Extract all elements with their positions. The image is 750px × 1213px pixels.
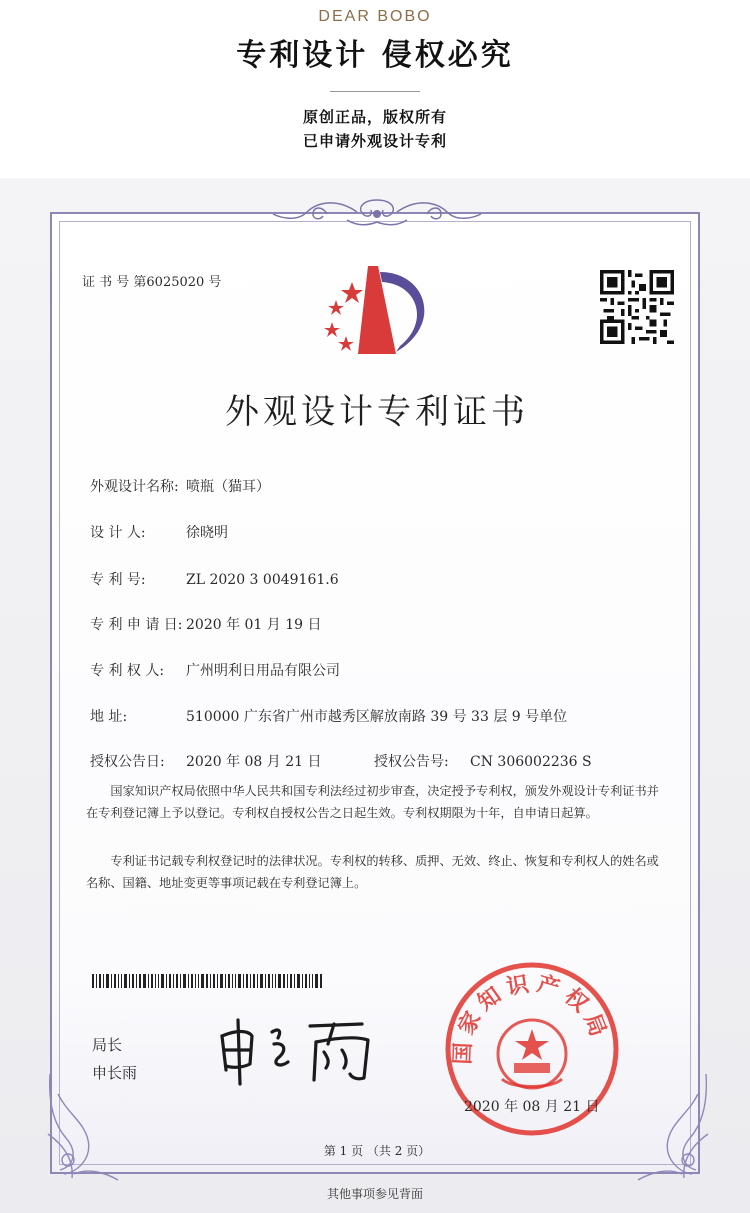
field-label: 设 计 人:: [90, 525, 146, 541]
grant-no-value: CN 306002236 S: [470, 754, 592, 770]
field-patentee: [90, 660, 340, 680]
field-grant-info: [90, 751, 592, 771]
field-design-name: [90, 476, 270, 496]
certificate-number: 证 书 号 第6025020 号: [82, 275, 222, 290]
certificate-title: 外观设计专利证书: [225, 392, 529, 432]
grant-date-label: 授权公告日:: [90, 754, 165, 770]
field-address: [90, 706, 567, 726]
divider: [330, 91, 420, 92]
field-value: 广州明利日用品有限公司: [186, 663, 340, 679]
field-application-date: [90, 614, 322, 634]
field-patent-number: [90, 569, 339, 589]
field-designer: [90, 522, 228, 542]
legal-status-statement: 专利证书记载专利权登记时的法律状况。专利权的转移、质押、无效、终止、恢复和专利权人的姓名或名称、国籍、地址变更等事项记载在专利登记簿上。: [86, 854, 659, 890]
subtitle-line-2: 已申请外观设计专利: [302, 132, 447, 150]
director-name: 申长雨: [92, 1064, 138, 1082]
seal-date: 2020 年 08 月 21 日: [464, 1099, 600, 1115]
field-label: 专 利 权 人:: [90, 663, 165, 679]
barcode-icon: [92, 974, 324, 988]
grant-date-value: 2020 年 08 月 21 日: [186, 754, 322, 770]
corner-ornament-icon: [44, 1074, 124, 1184]
brand-name: DEAR BOBO: [318, 8, 432, 25]
ornament-icon: [267, 194, 487, 234]
field-label: 专 利 申 请 日:: [90, 617, 183, 633]
field-value: 2020 年 01 月 19 日: [186, 617, 322, 633]
field-value: 喷瓶（猫耳）: [186, 479, 270, 495]
field-label: 专 利 号:: [90, 572, 146, 588]
patent-certificate: [50, 212, 700, 1174]
subtitle-line-1: 原创正品，版权所有: [302, 108, 447, 126]
director-title: 局长: [92, 1036, 123, 1054]
grant-no-label: 授权公告号:: [374, 754, 449, 770]
page-info: 第 1 页 （共 2 页）: [323, 1144, 431, 1158]
seal-text: 国家知识产权局: [450, 971, 613, 1065]
corner-ornament-icon: [632, 1074, 712, 1184]
promo-banner: [0, 0, 750, 180]
patent-office-logo-icon: [322, 266, 442, 358]
qr-code-icon: [600, 270, 674, 344]
grant-statement: 国家知识产权局依照中华人民共和国专利法经过初步审查，决定授予专利权，颁发外观设计专利证书并在专利登记簿上予以登记。专利权自授权公告之日起生效。专利权期限为十年，自申请日起算。: [86, 784, 659, 820]
back-note: 其他事项参见背面: [326, 1187, 423, 1201]
field-label: 地 址:: [90, 709, 128, 725]
headline: 专利设计 侵权必究: [236, 38, 514, 73]
field-value: 510000 广东省广州市越秀区解放南路 39 号 33 层 9 号单位: [186, 709, 568, 725]
field-value: 徐晓明: [186, 525, 228, 541]
field-label: 外观设计名称:: [90, 479, 179, 495]
field-value: ZL 2020 3 0049161.6: [186, 572, 339, 588]
signature-icon: [212, 1014, 392, 1086]
